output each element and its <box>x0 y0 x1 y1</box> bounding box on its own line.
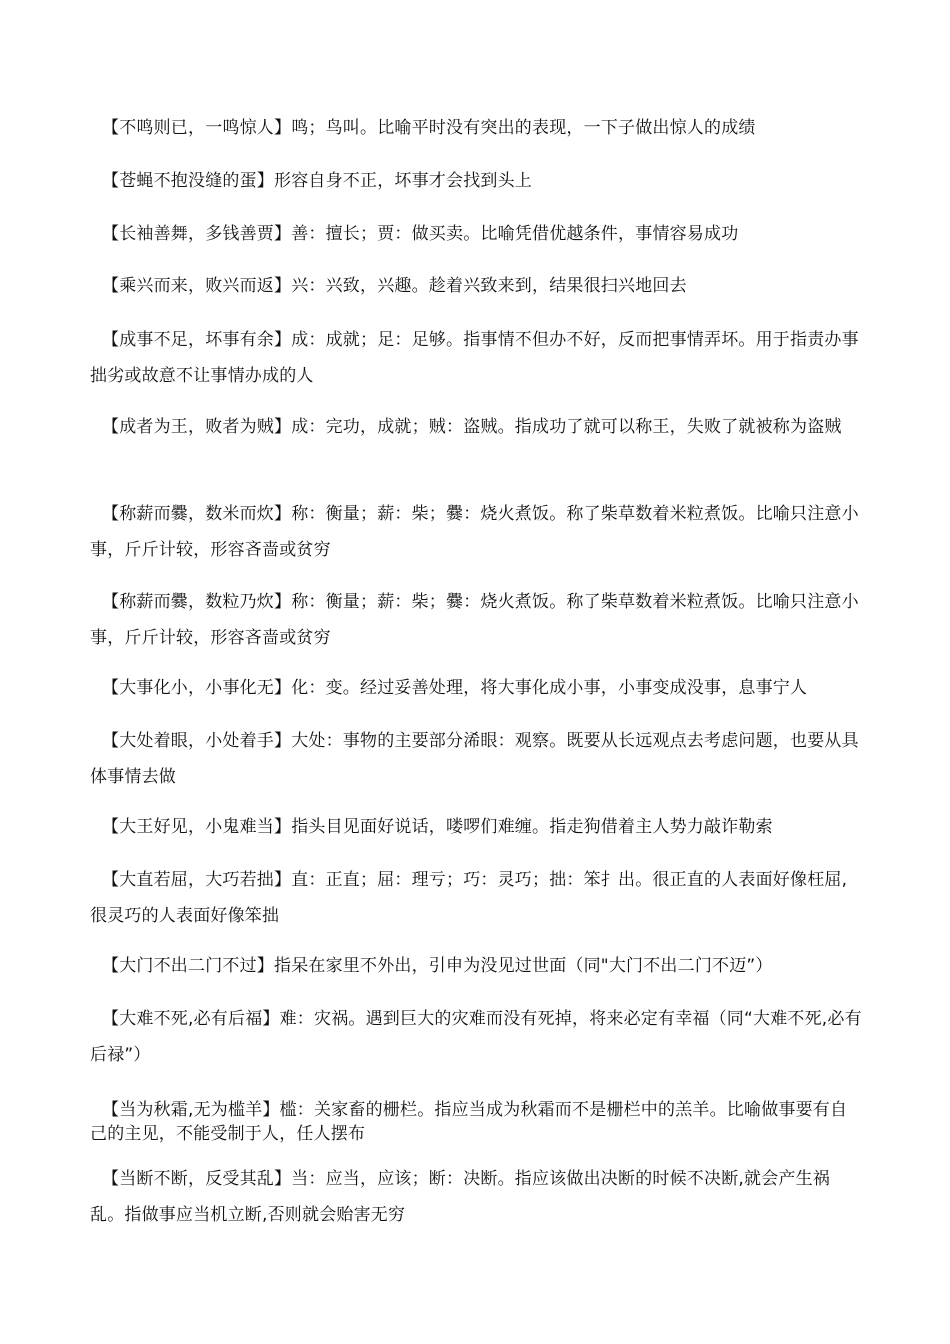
idiom-entry-11: 【大王好见，小鬼难当】指头目见面好说话，喽啰们难缠。指走狗借着主人势力敲诈勒索 <box>102 817 773 837</box>
idiom-entry-4: 【乘兴而来，败兴而返】兴：兴致，兴趣。趁着兴致来到，结果很扫兴地回去 <box>102 276 687 296</box>
idiom-entry-6: 【成者为王，败者为贼】成：完功，成就；贼：盗贼。指成功了就可以称王，失败了就被称为盗贼 <box>102 417 842 437</box>
idiom-entry-3: 【长袖善舞，多钱善贾】善：擅长；贾：做买卖。比喻凭借优越条件，事情容易成功 <box>102 224 739 244</box>
idiom-entry-14: 【大难不死,必有后福】难：灾祸。遇到巨大的灾难而没有死掉，将来必定有幸福（同“大难不死,必有后禄”） <box>90 1009 862 1065</box>
idiom-entry-1: 【不鸣则已，一鸣惊人】鸣；鸟叫。比喻平时没有突出的表现，一下子做出惊人的成绩 <box>102 118 756 138</box>
idiom-entry-12: 【大直若屈，大巧若拙】直：正直；屈：理亏；巧：灵巧；拙：笨扌出。很正直的人表面好像枉屈,很灵巧的人表面好像笨拙 <box>90 870 848 926</box>
idiom-entry-7: 【称薪而爨，数米而炊】称：衡量；薪：柴；爨：烧火煮饭。称了柴草数着米粒煮饭。比喻只注意小事，斤斤计较，形容吝啬或贫穷 <box>90 504 859 560</box>
idiom-entry-10: 【大处着眼，小处着手】大处：事物的主要部分浠眼：观察。既要从长远观点去考虑问题，也要从具体事情去做 <box>90 731 859 787</box>
idiom-entry-8: 【称薪而爨，数粒乃炊】称：衡量；薪：柴；爨：烧火煮饭。称了柴草数着米粒煮饭。比喻只注意小事，斤斤计较，形容吝啬或贫穷 <box>90 592 859 648</box>
idiom-entry-13: 【大门不出二门不过】指呆在家里不外出，引申为没见过世面（同"大门不出二门不迈”） <box>102 956 773 976</box>
idiom-entry-5: 【成事不足，坏事有余】成：成就；足：足够。指事情不但办不好，反而把事情弄坏。用于指责办事拙劣或故意不让事情办成的人 <box>90 330 859 386</box>
idiom-entry-2: 【苍蝇不抱没缝的蛋】形容自身不正，坏事才会找到头上 <box>102 171 532 191</box>
idiom-entry-15: 【当为秋霜,无为槛羊】槛：关家畜的栅栏。指应当成为秋霜而不是栅栏中的羔羊。比喻做事要有自己的主见，不能受制于人，任人摆布 <box>90 1100 848 1144</box>
idiom-entry-16: 【当断不断，反受其乱】当：应当，应该；断：决断。指应该做出决断的时候不决断,就会产生祸乱。指做事应当机立断,否则就会贻害无穷 <box>90 1169 831 1225</box>
idiom-entry-9: 【大事化小，小事化无】化：变。经过妥善处理，将大事化成小事，小事变成没事，息事宁人 <box>102 678 808 698</box>
